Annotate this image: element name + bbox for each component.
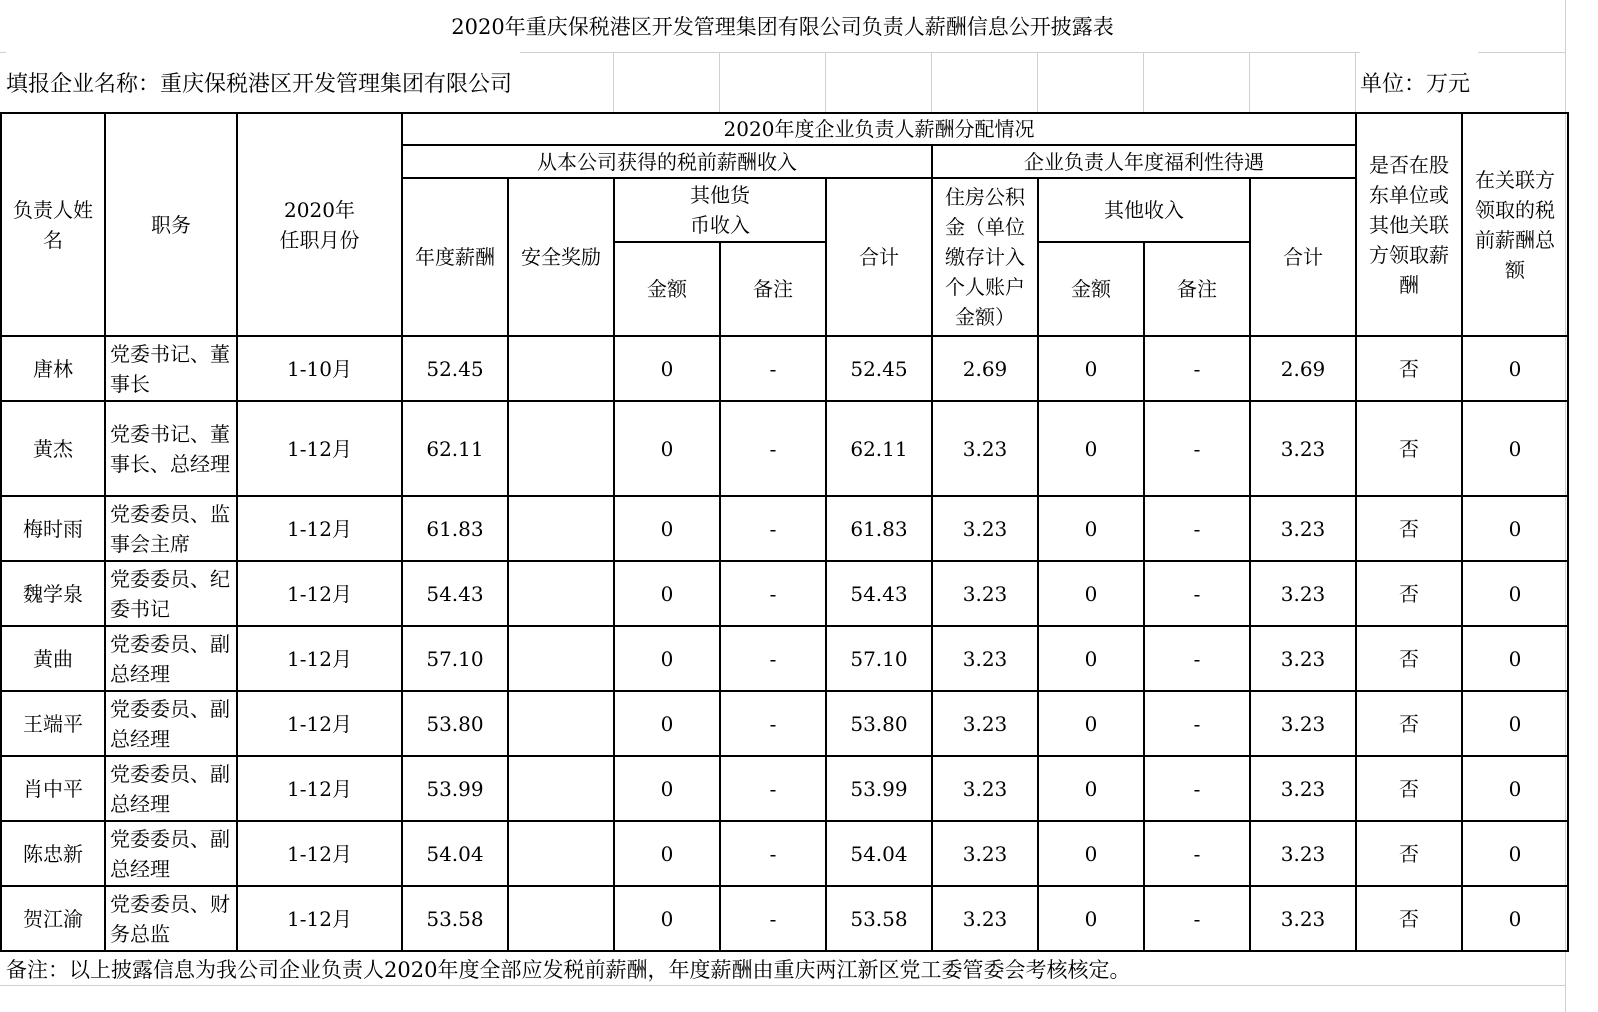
row-other-currency-remark: - (720, 561, 826, 626)
row-total: 61.83 (826, 496, 932, 561)
header-amount2: 金额 (1038, 242, 1144, 336)
row-housing: 2.69 (932, 336, 1038, 401)
row-months: 1-12月 (237, 626, 402, 691)
row-other-income-remark: - (1144, 496, 1250, 561)
row-other-income-remark: - (1144, 756, 1250, 821)
row-months: 1-12月 (237, 561, 402, 626)
row-name: 梅时雨 (1, 496, 105, 561)
row-name: 黄曲 (1, 626, 105, 691)
row-other-income-remark: - (1144, 561, 1250, 626)
row-position: 党委委员、纪委书记 (105, 561, 237, 626)
row-safety (508, 756, 614, 821)
table-row (1, 756, 1568, 821)
row-other-currency-remark: - (720, 821, 826, 886)
row-other-income-amount: 0 (1038, 756, 1144, 821)
unit-label: 单位：万元 (1360, 52, 1478, 112)
row-months: 1-12月 (237, 401, 402, 496)
row-months: 1-12月 (237, 886, 402, 951)
row-other-income-remark: - (1144, 336, 1250, 401)
header-other-currency: 其他货币收入 (614, 178, 826, 242)
row-other-income-amount: 0 (1038, 401, 1144, 496)
row-safety (508, 336, 614, 401)
row-total2: 3.23 (1250, 886, 1356, 951)
header-remark2: 备注 (1144, 242, 1250, 336)
row-other-income-amount: 0 (1038, 821, 1144, 886)
header-remark: 备注 (720, 242, 826, 336)
row-name: 黄杰 (1, 401, 105, 496)
row-annual: 53.80 (402, 691, 508, 756)
row-total: 54.43 (826, 561, 932, 626)
row-total2: 3.23 (1250, 401, 1356, 496)
header-annual: 年度薪酬 (402, 178, 508, 336)
row-housing: 3.23 (932, 691, 1038, 756)
row-related: 0 (1462, 401, 1568, 496)
row-total: 53.58 (826, 886, 932, 951)
footnote: 备注：以上披露信息为我公司企业负责人2020年度全部应发税前薪酬，年度薪酬由重庆两江新区党工委管委会考核核定。 (6, 958, 1131, 982)
row-safety (508, 496, 614, 561)
row-total: 62.11 (826, 401, 932, 496)
row-shareholder: 否 (1356, 626, 1462, 691)
row-related: 0 (1462, 821, 1568, 886)
row-housing: 3.23 (932, 821, 1038, 886)
row-shareholder: 否 (1356, 886, 1462, 951)
row-shareholder: 否 (1356, 691, 1462, 756)
page-title: 2020年重庆保税港区开发管理集团有限公司负责人薪酬信息公开披露表 (0, 0, 1565, 53)
row-annual: 53.99 (402, 756, 508, 821)
table-row (1, 886, 1568, 951)
row-total: 53.80 (826, 691, 932, 756)
row-other-currency-amount: 0 (614, 496, 720, 561)
row-annual: 54.04 (402, 821, 508, 886)
row-position: 党委委员、副总经理 (105, 691, 237, 756)
header-months: 2020年任职月份 (237, 113, 402, 336)
row-name: 王端平 (1, 691, 105, 756)
header-housing: 住房公积金（单位缴存计入个人账户金额） (932, 178, 1038, 336)
row-housing: 3.23 (932, 401, 1038, 496)
row-position: 党委委员、财务总监 (105, 886, 237, 951)
row-total: 52.45 (826, 336, 932, 401)
header-name: 负责人姓名 (1, 113, 105, 336)
row-other-income-amount: 0 (1038, 691, 1144, 756)
row-shareholder: 否 (1356, 561, 1462, 626)
row-other-currency-amount: 0 (614, 821, 720, 886)
row-other-currency-remark: - (720, 691, 826, 756)
header-position: 职务 (105, 113, 237, 336)
row-related: 0 (1462, 886, 1568, 951)
gridline (1355, 52, 1356, 112)
row-shareholder: 否 (1356, 821, 1462, 886)
row-shareholder: 否 (1356, 496, 1462, 561)
row-housing: 3.23 (932, 626, 1038, 691)
row-safety (508, 886, 614, 951)
row-months: 1-12月 (237, 496, 402, 561)
row-position: 党委委员、监事会主席 (105, 496, 237, 561)
row-total2: 3.23 (1250, 496, 1356, 561)
header-welfare: 企业负责人年度福利性待遇 (932, 145, 1356, 178)
row-annual: 53.58 (402, 886, 508, 951)
gridline (825, 52, 826, 112)
row-total2: 3.23 (1250, 821, 1356, 886)
row-total2: 3.23 (1250, 691, 1356, 756)
row-other-income-amount: 0 (1038, 886, 1144, 951)
row-other-income-remark: - (1144, 691, 1250, 756)
row-annual: 62.11 (402, 401, 508, 496)
row-annual: 52.45 (402, 336, 508, 401)
row-months: 1-12月 (237, 756, 402, 821)
row-safety (508, 561, 614, 626)
table-row (1, 691, 1568, 756)
row-housing: 3.23 (932, 756, 1038, 821)
data-rows (1, 336, 1568, 951)
row-name: 魏学泉 (1, 561, 105, 626)
row-total: 54.04 (826, 821, 932, 886)
row-related: 0 (1462, 756, 1568, 821)
row-related: 0 (1462, 561, 1568, 626)
row-name: 唐林 (1, 336, 105, 401)
row-safety (508, 691, 614, 756)
row-position: 党委书记、董事长、总经理 (105, 401, 237, 496)
row-name: 肖中平 (1, 756, 105, 821)
row-housing: 3.23 (932, 496, 1038, 561)
row-other-income-amount: 0 (1038, 626, 1144, 691)
row-related: 0 (1462, 626, 1568, 691)
row-months: 1-12月 (237, 691, 402, 756)
row-total2: 3.23 (1250, 626, 1356, 691)
row-other-income-amount: 0 (1038, 561, 1144, 626)
table-row (1, 401, 1568, 496)
row-annual: 61.83 (402, 496, 508, 561)
footer-gridline (0, 985, 1565, 986)
gridline (1037, 52, 1038, 112)
row-months: 1-12月 (237, 821, 402, 886)
table-row (1, 496, 1568, 561)
row-other-currency-amount: 0 (614, 691, 720, 756)
gridline (1249, 52, 1250, 112)
row-safety (508, 626, 614, 691)
row-other-income-remark: - (1144, 886, 1250, 951)
row-housing: 3.23 (932, 886, 1038, 951)
row-other-currency-remark: - (720, 886, 826, 951)
header-amount: 金额 (614, 242, 720, 336)
header-safety: 安全奖励 (508, 178, 614, 336)
row-related: 0 (1462, 496, 1568, 561)
row-shareholder: 否 (1356, 756, 1462, 821)
row-other-currency-remark: - (720, 401, 826, 496)
table-row (1, 336, 1568, 401)
row-total: 53.99 (826, 756, 932, 821)
row-position: 党委书记、董事长 (105, 336, 237, 401)
row-position: 党委委员、副总经理 (105, 756, 237, 821)
row-shareholder: 否 (1356, 401, 1462, 496)
header-related: 在关联方领取的税前薪酬总额 (1462, 113, 1568, 336)
row-months: 1-10月 (237, 336, 402, 401)
row-related: 0 (1462, 336, 1568, 401)
table-row (1, 821, 1568, 886)
row-other-income-amount: 0 (1038, 336, 1144, 401)
header-total: 合计 (826, 178, 932, 336)
gridline (613, 52, 614, 112)
row-other-currency-remark: - (720, 336, 826, 401)
gridline (931, 52, 932, 112)
header-total2: 合计 (1250, 178, 1356, 336)
row-other-currency-amount: 0 (614, 401, 720, 496)
row-other-income-remark: - (1144, 626, 1250, 691)
company-info-row (0, 52, 1565, 113)
row-annual: 54.43 (402, 561, 508, 626)
row-total2: 2.69 (1250, 336, 1356, 401)
row-shareholder: 否 (1356, 336, 1462, 401)
row-position: 党委委员、副总经理 (105, 626, 237, 691)
header-other-income: 其他收入 (1038, 178, 1250, 242)
row-other-income-remark: - (1144, 401, 1250, 496)
row-other-income-remark: - (1144, 821, 1250, 886)
header-group: 2020年度企业负责人薪酬分配情况 (402, 113, 1356, 145)
row-related: 0 (1462, 691, 1568, 756)
header-shareholder: 是否在股东单位或其他关联方领取薪酬 (1356, 113, 1462, 336)
row-housing: 3.23 (932, 561, 1038, 626)
row-other-currency-remark: - (720, 756, 826, 821)
row-other-currency-amount: 0 (614, 626, 720, 691)
row-position: 党委委员、副总经理 (105, 821, 237, 886)
row-safety (508, 821, 614, 886)
salary-table (0, 112, 1569, 952)
company-name: 填报企业名称：重庆保税港区开发管理集团有限公司 (6, 52, 520, 112)
row-annual: 57.10 (402, 626, 508, 691)
row-name: 陈忠新 (1, 821, 105, 886)
row-other-currency-amount: 0 (614, 561, 720, 626)
gridline (719, 52, 720, 112)
row-total: 57.10 (826, 626, 932, 691)
row-safety (508, 401, 614, 496)
header-pretax: 从本公司获得的税前薪酬收入 (402, 145, 932, 178)
row-other-currency-amount: 0 (614, 336, 720, 401)
row-total2: 3.23 (1250, 756, 1356, 821)
row-other-currency-remark: - (720, 626, 826, 691)
row-other-currency-amount: 0 (614, 886, 720, 951)
gridline (1143, 52, 1144, 112)
table-row (1, 561, 1568, 626)
row-other-income-amount: 0 (1038, 496, 1144, 561)
row-other-currency-amount: 0 (614, 756, 720, 821)
table-row (1, 626, 1568, 691)
row-other-currency-remark: - (720, 496, 826, 561)
row-name: 贺江渝 (1, 886, 105, 951)
row-total2: 3.23 (1250, 561, 1356, 626)
